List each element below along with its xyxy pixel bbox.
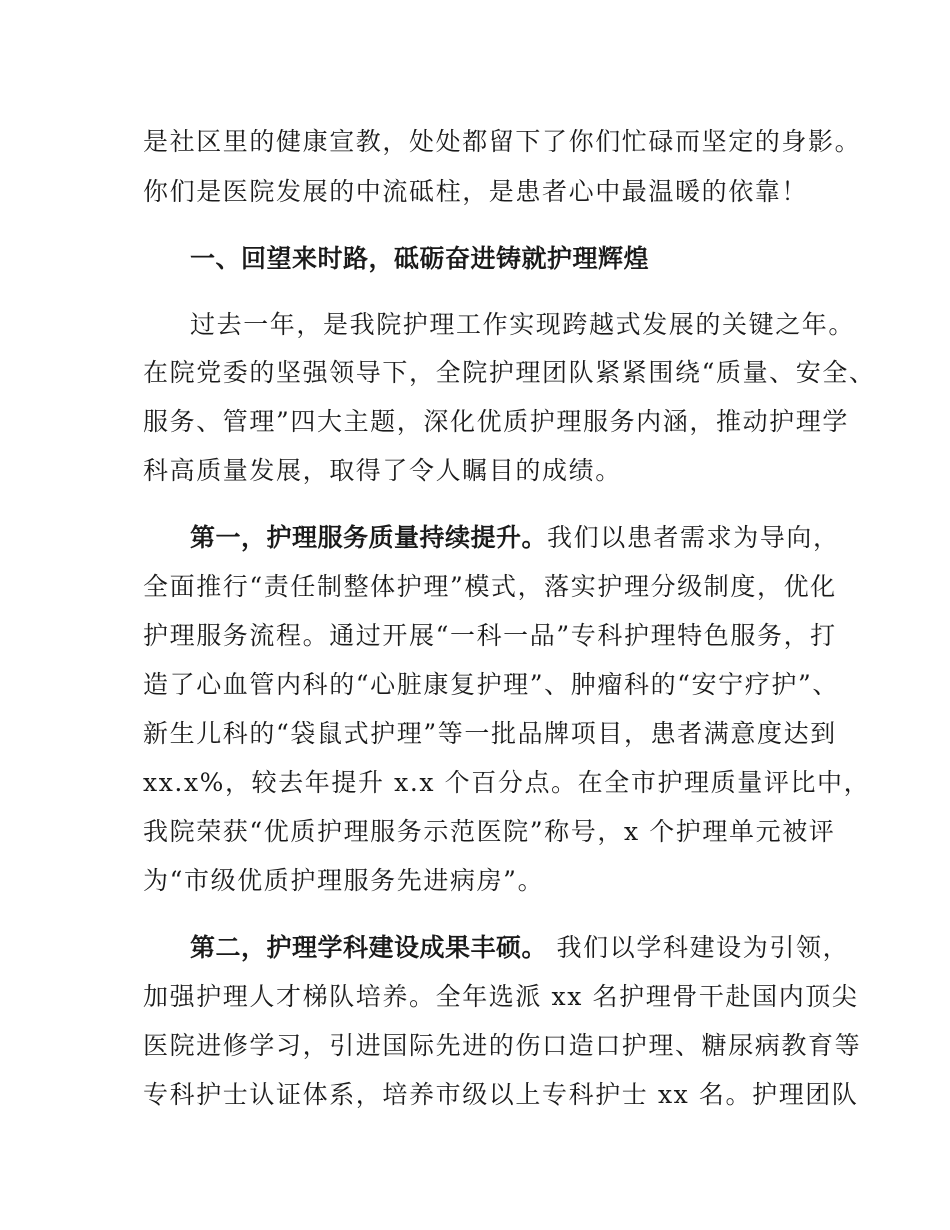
para1-line-1: 过去一年，是我院护理工作实现跨越式发展的关键之年。 — [190, 310, 856, 339]
intro-line-2: 你们是医院发展的中流砥柱，是患者心中最温暖的依靠！ — [143, 177, 809, 206]
para2-line-5: 新生儿科的“袋鼠式护理”等一批品牌项目，患者满意度达到 — [143, 719, 837, 748]
para2-lead: 第一，护理服务质量持续提升。 — [190, 523, 548, 552]
para1-line-3: 服务、管理”四大主题，深化优质护理服务内涵，推动护理学 — [143, 407, 849, 436]
intro-line-1: 是社区里的健康宣教，处处都留下了你们忙碌而坚定的身影。 — [143, 127, 862, 156]
para2-line-3: 护理服务流程。通过开展“一科一品”专科护理特色服务，打 — [143, 621, 837, 650]
section-heading: 一、回望来时路，砥砺奋进铸就护理辉煌 — [190, 244, 650, 273]
para2-line-7: 我院荣获“优质护理服务示范医院”称号，x 个护理单元被评 — [143, 817, 836, 846]
para3-lead: 第二，护理学科建设成果丰硕。 — [190, 933, 548, 962]
para3-line-4: 专科护士认证体系，培养市级以上专科护士 xx 名。护理团队 — [143, 1080, 859, 1109]
para1-line-4: 科高质量发展，取得了令人瞩目的成绩。 — [143, 456, 622, 485]
para2-line-1 — [190, 522, 870, 554]
para2-line-6: xx.x%，较去年提升 x.x 个百分点。在全市护理质量评比中， — [143, 768, 871, 797]
para2-line-2: 全面推行“责任制整体护理”模式，落实护理分级制度，优化 — [143, 572, 837, 601]
para3-first-rest: 我们以学科建设为引领， — [547, 933, 850, 962]
para2-line-8: 为“市级优质护理服务先进病房”。 — [143, 866, 545, 895]
para3-line-2: 加强护理人才梯队培养。全年选派 xx 名护理骨干赴国内顶尖 — [143, 982, 859, 1011]
para3-line-3: 医院进修学习，引进国际先进的伤口造口护理、糖尿病教育等 — [143, 1031, 862, 1060]
para1-line-2: 在院党委的坚强领导下，全院护理团队紧紧围绕“质量、安全、 — [143, 358, 876, 387]
para3-line-1 — [190, 932, 870, 964]
para2-first-rest: 我们以患者需求为导向， — [547, 523, 840, 552]
para2-line-4: 造了心血管内科的“心脏康复护理”、肿瘤科的“安宁疗护”、 — [143, 670, 839, 699]
